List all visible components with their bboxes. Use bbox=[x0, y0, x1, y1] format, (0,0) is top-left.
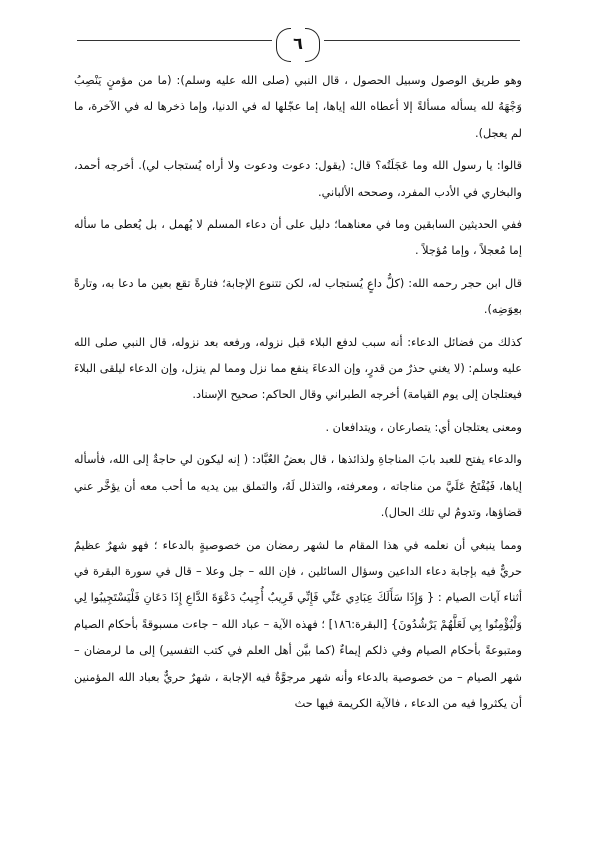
paragraph-companions-question: قالوا: يا رسول الله وما عَجَلَتُه؟ قال: (يقول: دعوت ودعوت ولا أراه يُستجاب لي). أخرجه أحمد، والبخاري في الأدب المفرد، وصححه الألباني. bbox=[74, 159, 522, 199]
paragraph-yatalijan-meaning: ومعنى يعتلجان أي: يتصارعان ، ويتدافعان . bbox=[325, 420, 522, 434]
paragraph-ramadan-dua: ومما ينبغي أن نعلمه في هذا المقام ما لشهر رمضان من خصوصيةٍ بالدعاء ؛ فهو شهرٌ عظيمٌ حريٌّ فيه بإجابة دعاء الداعين وسؤال السائلين ، فإن الله – جل وعلا – قال في سورة البقرة في أثناء آيات الصيام : { وَإِذَا سَأَلَكَ عِبَادِي عَنِّي فَإِنِّي قَرِيبٌ أُجِيبُ دَعْوَةَ الدَّاعِ إِذَا دَعَانِ فَلْيَسْتَجِيبُوا لِي وَلْيُؤْمِنُوا بِي لَعَلَّهُمْ يَرْشُدُونَ} [البقرة:١٨٦] ؛ فهذه الآية – عباد الله – جاءت مسبوقةً بأحكام الصيام ومتبوعةً بأحكام الصيام وفي ذلكم إيماءٌ (كما بيَّن أهل العلم في كتب التفسير) إلى ما لرمضان – شهر الصيام – من خصوصية بالدعاء وأنه شهر مرجوَّةٌ فيه الإجابة ، شهرٌ حريٌّ بعباد الله المؤمنين أن يكثروا فيه من الدعاء ، فالآية الكريمة فيها حث bbox=[74, 538, 523, 710]
header-rule-left bbox=[77, 40, 272, 41]
page-number: ٦ bbox=[293, 34, 303, 53]
paragraph-ibn-hajar-quote: قال ابن حجر رحمه الله: (كلُّ داعٍ يُستجاب له، لكن تتنوع الإجابة؛ فتارةً تقع بعين ما دعا به، وتارةً بعِوَضِه). bbox=[74, 276, 522, 317]
paragraph-hadith-intro: وهو طريق الوصول وسبيل الحصول ، قال النبي (صلى الله عليه وسلم): (ما من مؤمنٍ يَنْصِبُ وَجْهَهُ لله يسأله مسألةً إلا أعطاه الله إياها، إما عجّلها له في الدنيا، وإما ذخرها له في الآخرة، ما لم يعجل). bbox=[74, 74, 522, 140]
paragraph-hadith-commentary: ففي الحديثين السابقين وما في معناهما؛ دليل على أن دعاء المسلم لا يُهمل ، بل يُعطى ما سأله إما مُعجلاً ، وإما مُؤجلاً . bbox=[74, 218, 522, 258]
page-body bbox=[74, 68, 522, 723]
paragraph-munajat: والدعاء يفتح للعبد بابَ المناجاةِ ولذائذها ، قال بعضُ العُبَّاد: ( إنه ليكون لي حاجةٌ إلى الله، فأسأله إياها، فَيُفْتَحُ عَلَيَّ من مناجاته ، ومعرفته، والتذلل لَهُ، والتملق بين يديه ما أحب معه أن يؤخَّر عني قضاؤها، وتدومُ لي تلك الحال). bbox=[74, 453, 522, 520]
paragraph-dua-virtues: كذلك من فضائل الدعاء: أنه سبب لدفع البلاء قبل نزوله، ورفعه بعد نزوله، قال النبي صلى الله عليه وسلم: (لا يغني حذرٌ من قدرٍ، وإن الدعاءَ ينفع مما نزل ومما لم ينزل، وإن الدعاء ليلقى البلاءَ فيعتلجان إلى يوم القيامة) أخرجه الطبراني وقال الحاكم: صحيح الإسناد. bbox=[74, 335, 522, 402]
page-header bbox=[0, 14, 596, 62]
header-rule-right bbox=[324, 40, 520, 41]
